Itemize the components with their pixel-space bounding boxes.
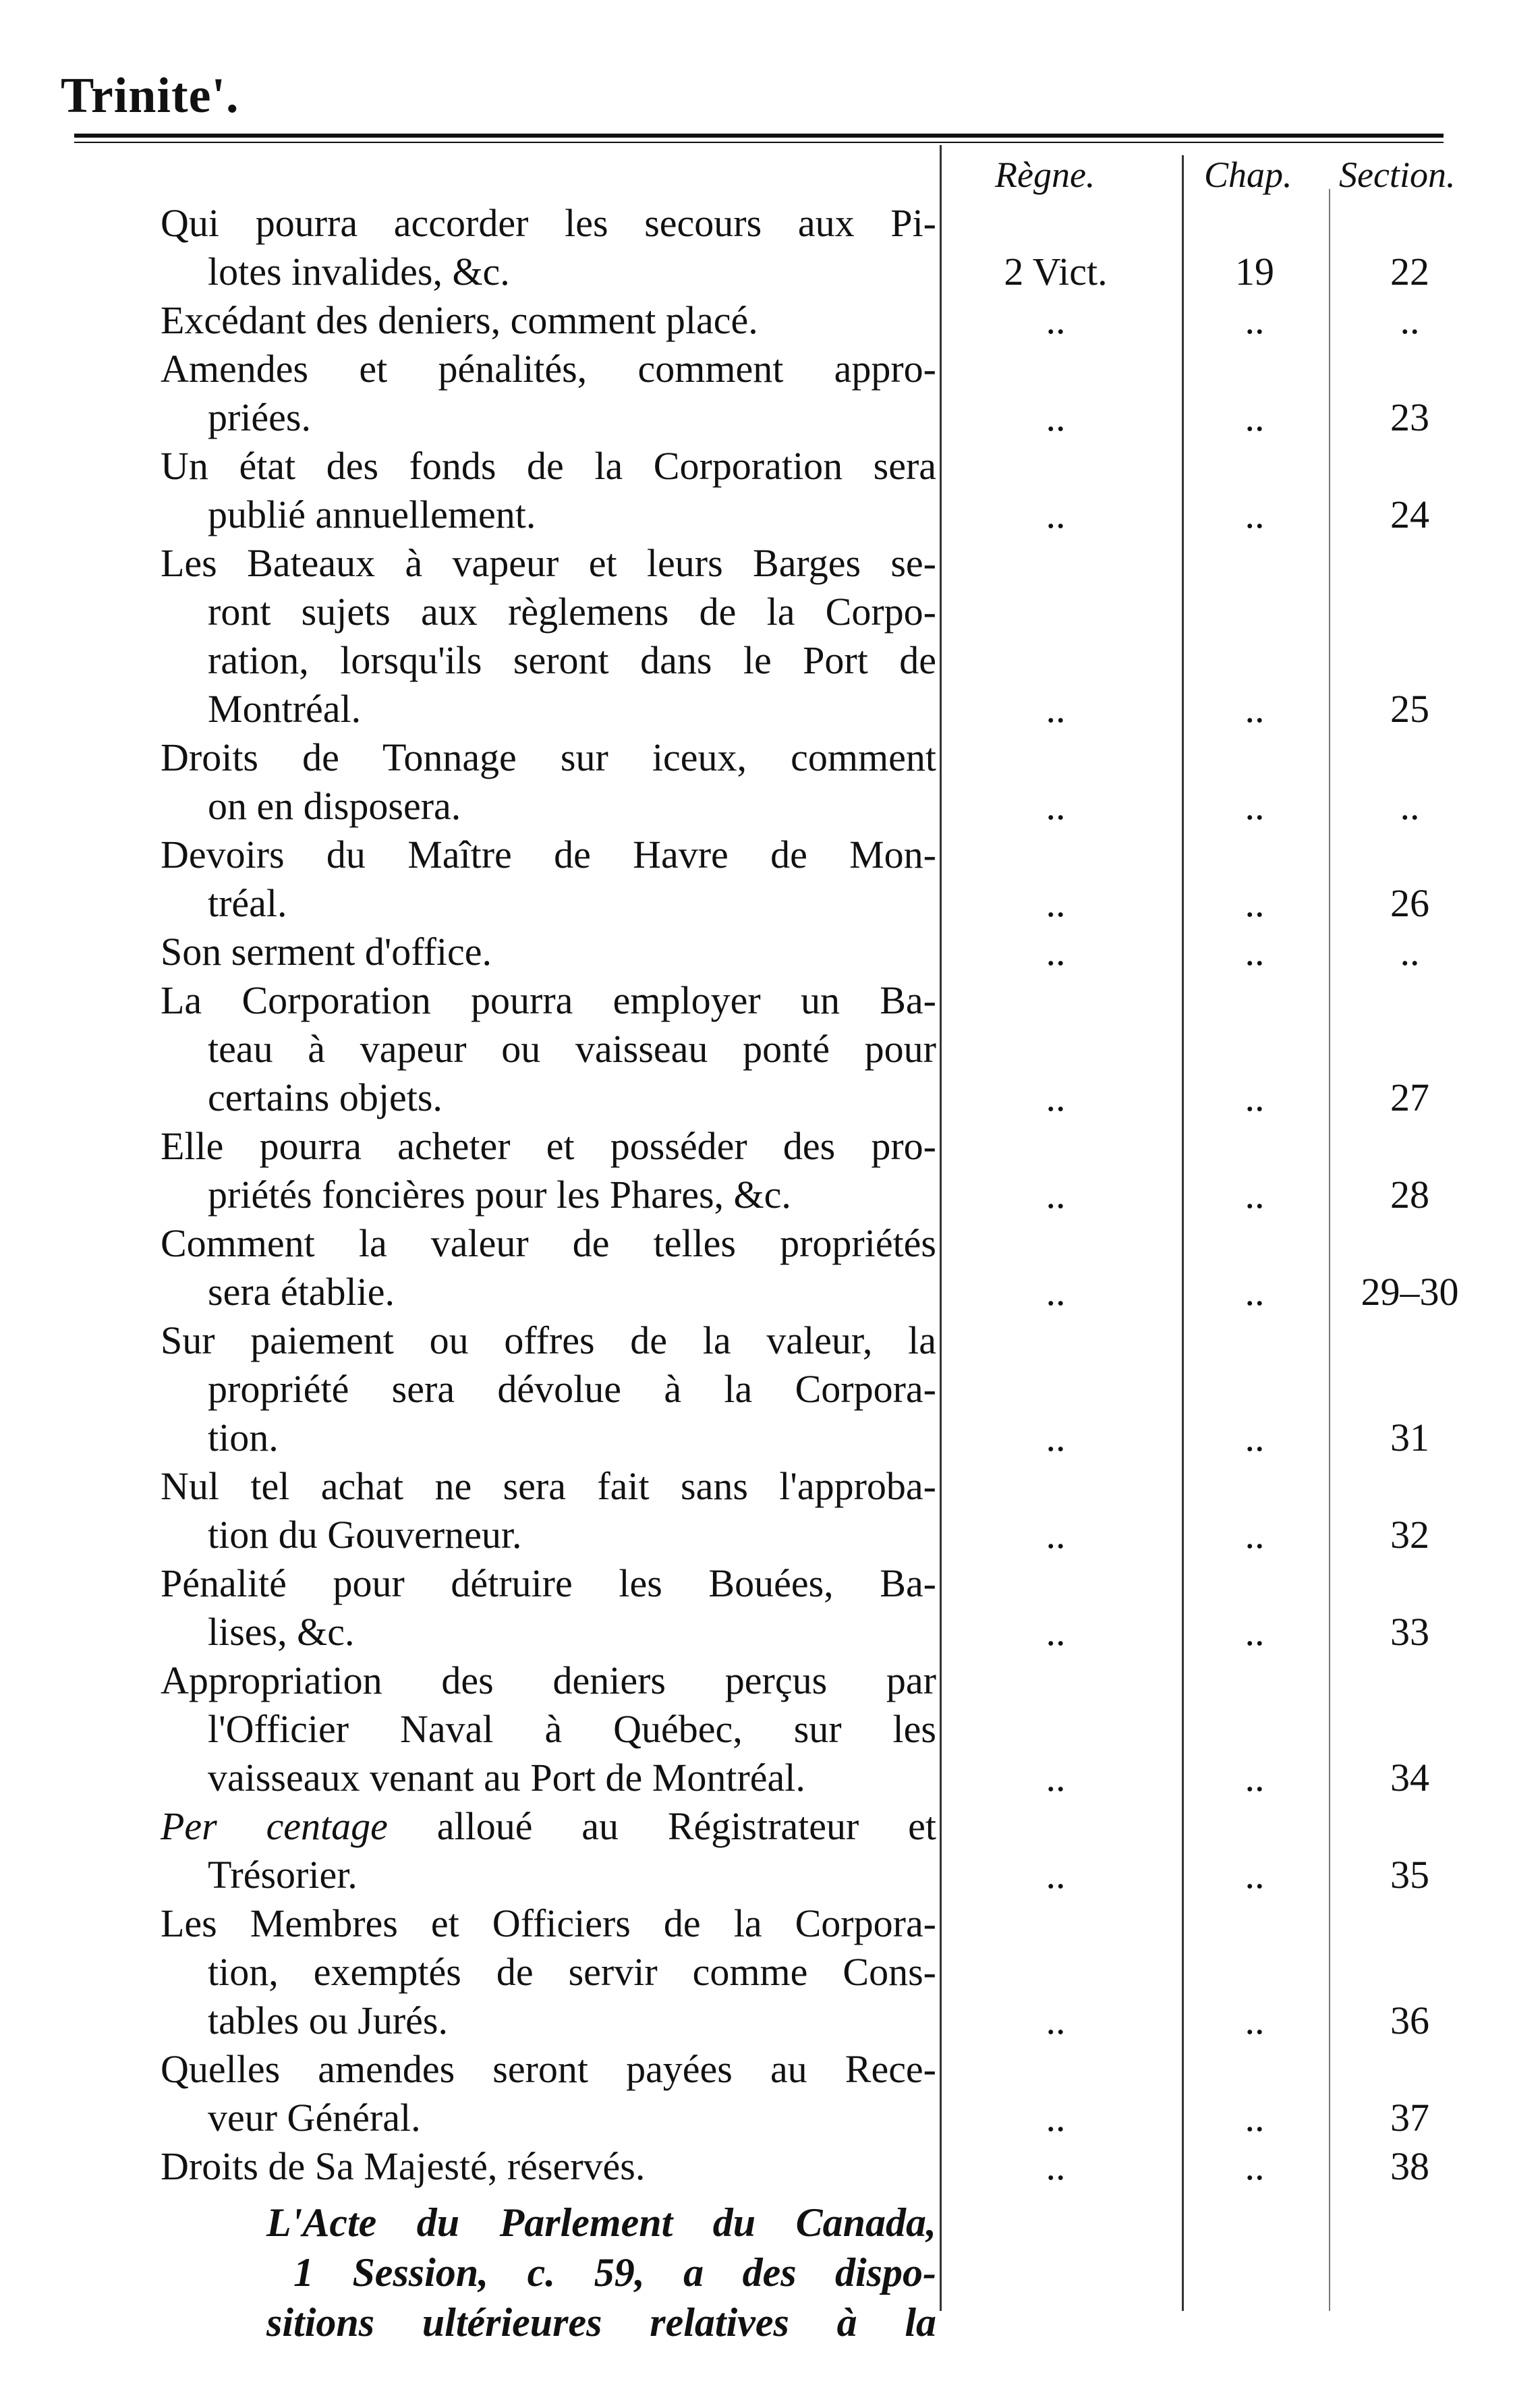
entry-line: Excédant des deniers, comment placé. (161, 298, 758, 342)
entry-chap: .. (1245, 1416, 1265, 1459)
entry-line: Les Bateaux à vapeur et leurs Barges se- (161, 541, 936, 585)
entry-section: .. (1400, 298, 1420, 342)
entry-section: .. (1400, 784, 1420, 828)
entry-line: tion du Gouverneur. (208, 1513, 522, 1557)
entry-line: teau à vapeur ou vaisseau ponté pour (208, 1027, 936, 1071)
header-rule-thick (74, 134, 1444, 138)
entry-chap: .. (1245, 687, 1265, 731)
entry-line: Devoirs du Maître de Havre de Mon- (161, 833, 936, 876)
entry-line: tables ou Jurés. (208, 1999, 448, 2042)
entry-line: Nul tel achat ne sera fait sans l'approba- (161, 1464, 936, 1508)
entry-section: 22 (1390, 250, 1429, 294)
entry-chap: .. (1245, 1853, 1265, 1897)
entry-regne: .. (1046, 1610, 1066, 1654)
entry-section: 38 (1390, 2144, 1429, 2188)
entry-chap: .. (1245, 395, 1265, 439)
entry-section: 28 (1390, 1173, 1429, 1217)
entry-chap: .. (1245, 1610, 1265, 1654)
note-line: sitions ultérieures relatives à la (266, 2300, 936, 2345)
entry-line: certains objets. (208, 1076, 443, 1119)
entry-line: Sur paiement ou offres de la valeur, la (161, 1318, 936, 1362)
entry-regne: .. (1046, 1076, 1066, 1119)
entry-line: l'Officier Naval à Québec, sur les (208, 1707, 936, 1751)
entry-chap: .. (1245, 1999, 1265, 2042)
entry-line: priées. (208, 395, 311, 439)
entry-line: tréal. (208, 881, 287, 925)
entry-line: La Corporation pourra employer un Ba- (161, 978, 936, 1022)
entry-line: Droits de Sa Majesté, réservés. (161, 2144, 646, 2188)
entry-section: 37 (1390, 2096, 1429, 2140)
entry-regne: .. (1046, 1513, 1066, 1557)
entry-line: Les Membres et Officiers de la Corpora- (161, 1901, 936, 1945)
entry-section: 33 (1390, 1610, 1429, 1654)
entry-chap: .. (1245, 2096, 1265, 2140)
entry-line: Elle pourra acheter et posséder des pro- (161, 1124, 936, 1168)
entry-line: publié annuellement. (208, 493, 536, 536)
column-header-chap: Chap. (1204, 155, 1292, 195)
entry-chap: .. (1245, 2144, 1265, 2188)
entry-regne: .. (1046, 1416, 1066, 1459)
entry-regne: .. (1046, 1853, 1066, 1897)
entry-section: 29–30 (1361, 1270, 1459, 1314)
entry-section: 27 (1390, 1076, 1429, 1119)
entry-line: lotes invalides, &c. (208, 250, 510, 294)
entry-regne: .. (1046, 395, 1066, 439)
entry-regne: .. (1046, 493, 1066, 536)
entry-line: Droits de Tonnage sur iceux, comment (161, 735, 936, 779)
entry-chap: .. (1245, 881, 1265, 925)
entry-section: 23 (1390, 395, 1429, 439)
entry-section: 31 (1390, 1416, 1429, 1459)
entry-chap: .. (1245, 1270, 1265, 1314)
entry-section: 34 (1390, 1756, 1429, 1799)
entry-regne: 2 Vict. (1004, 250, 1108, 294)
column-header-regne: Règne. (995, 155, 1095, 195)
column-divider-regne (1182, 155, 1184, 2311)
entry-section: 32 (1390, 1513, 1429, 1557)
entry-line: tion. (208, 1416, 279, 1459)
entry-chap: .. (1245, 1513, 1265, 1557)
entry-line: Qui pourra accorder les secours aux Pi- (161, 201, 936, 245)
entry-line: vaisseaux venant au Port de Montréal. (208, 1756, 805, 1799)
entry-line: tion, exemptés de servir comme Cons- (208, 1950, 936, 1994)
entry-chap: .. (1245, 1076, 1265, 1119)
entry-regne: .. (1046, 1173, 1066, 1217)
entry-chap: .. (1245, 930, 1265, 974)
entry-chap: .. (1245, 493, 1265, 536)
entry-section: 36 (1390, 1999, 1429, 2042)
entry-section: 35 (1390, 1853, 1429, 1897)
column-header-section: Section. (1339, 155, 1456, 195)
entry-line: Pénalité pour détruire les Bouées, Ba- (161, 1561, 936, 1605)
entry-chap: .. (1245, 298, 1265, 342)
entry-line: priétés foncières pour les Phares, &c. (208, 1173, 791, 1217)
entry-regne: .. (1046, 1270, 1066, 1314)
entry-regne: .. (1046, 2096, 1066, 2140)
column-divider-text (940, 145, 942, 2311)
entry-chap: 19 (1235, 250, 1274, 294)
entry-line: ration, lorsqu'ils seront dans le Port de (208, 638, 936, 682)
entry-line: Un état des fonds de la Corporation sera (161, 444, 936, 488)
entry-line: ront sujets aux règlemens de la Corpo- (208, 590, 936, 634)
entry-regne: .. (1046, 687, 1066, 731)
entry-line: Son serment d'office. (161, 930, 492, 974)
entry-section: .. (1400, 930, 1420, 974)
entry-line: Per centage alloué au Régistrateur et (161, 1804, 936, 1848)
entry-line: Amendes et pénalités, comment appro- (161, 347, 936, 391)
entry-line: Comment la valeur de telles propriétés (161, 1221, 936, 1265)
entry-regne: .. (1046, 930, 1066, 974)
entry-chap: .. (1245, 1173, 1265, 1217)
entry-line: Montréal. (208, 687, 362, 731)
entry-line: Trésorier. (208, 1853, 358, 1897)
entry-regne: .. (1046, 784, 1066, 828)
entry-regne: .. (1046, 2144, 1066, 2188)
header-rule-thin (74, 142, 1444, 143)
entry-regne: .. (1046, 1756, 1066, 1799)
entry-line: on en disposera. (208, 784, 461, 828)
entry-line: sera établie. (208, 1270, 395, 1314)
entry-chap: .. (1245, 784, 1265, 828)
note-line: 1 Session, c. 59, a des dispo- (293, 2250, 936, 2295)
entry-line: Quelles amendes seront payées au Rece- (161, 2047, 936, 2091)
entry-line: propriété sera dévolue à la Corpora- (208, 1367, 936, 1411)
entry-line: veur Général. (208, 2096, 421, 2140)
note-line: L'Acte du Parlement du Canada, (266, 2200, 936, 2245)
page-heading: Trinite'. (61, 68, 239, 123)
entry-section: 25 (1390, 687, 1429, 731)
entry-regne: .. (1046, 1999, 1066, 2042)
entry-line: lises, &c. (208, 1610, 355, 1654)
entry-regne: .. (1046, 881, 1066, 925)
entry-regne: .. (1046, 298, 1066, 342)
entry-section: 26 (1390, 881, 1429, 925)
entry-chap: .. (1245, 1756, 1265, 1799)
column-divider-chap (1329, 189, 1330, 2311)
entry-line: Appropriation des deniers perçus par (161, 1658, 936, 1702)
entry-section: 24 (1390, 493, 1429, 536)
